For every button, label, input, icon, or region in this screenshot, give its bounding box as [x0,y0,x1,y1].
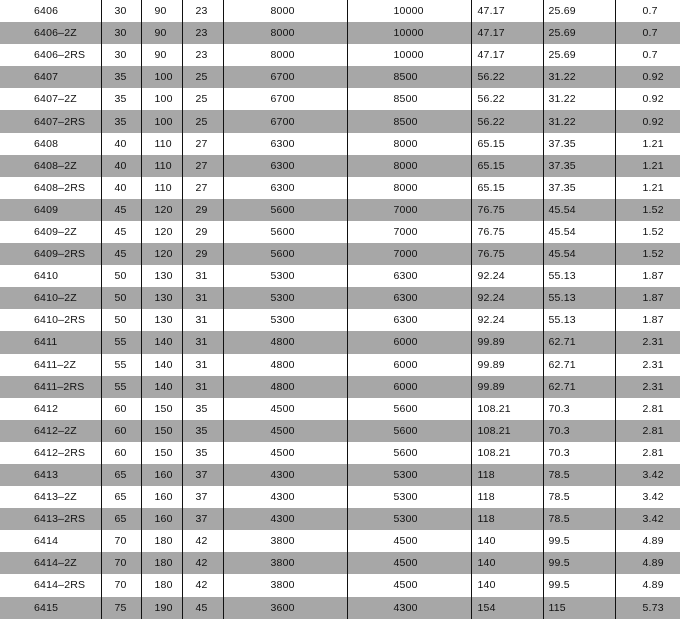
static-load-cell: 99.5 [543,530,615,552]
mass-cell: 4.89 [615,530,680,552]
width-cell: 37 [182,486,223,508]
static-load-cell: 37.35 [543,155,615,177]
dynamic-load-cell: 56.22 [471,110,543,132]
grease-speed-cell: 5600 [223,243,347,265]
bore-diameter-cell: 65 [101,486,141,508]
outer-diameter-cell: 130 [141,287,182,309]
bore-diameter-cell: 75 [101,597,141,619]
oil-speed-cell: 8000 [347,133,471,155]
table-row [0,66,680,88]
mass-cell: 3.42 [615,508,680,530]
width-cell: 37 [182,508,223,530]
width-cell: 25 [182,110,223,132]
oil-speed-cell: 6000 [347,331,471,353]
bore-diameter-cell: 60 [101,398,141,420]
table-row [0,486,680,508]
dynamic-load-cell: 118 [471,486,543,508]
static-load-cell: 55.13 [543,287,615,309]
static-load-cell: 78.5 [543,508,615,530]
grease-speed-cell: 6300 [223,155,347,177]
bearing-number-cell: 6415 [34,601,59,614]
outer-diameter-cell: 130 [141,265,182,287]
bearing-number-cell: 6409 [34,203,59,216]
oil-speed-cell: 10000 [347,22,471,44]
oil-speed-cell: 4500 [347,530,471,552]
oil-speed-cell: 8000 [347,155,471,177]
oil-speed-cell: 8500 [347,66,471,88]
table-row [0,287,680,309]
static-load-cell: 31.22 [543,88,615,110]
dynamic-load-cell: 99.89 [471,376,543,398]
outer-diameter-cell: 190 [141,597,182,619]
static-load-cell: 70.3 [543,420,615,442]
grease-speed-cell: 4500 [223,420,347,442]
width-cell: 29 [182,243,223,265]
outer-diameter-cell: 160 [141,508,182,530]
mass-cell: 1.21 [615,133,680,155]
oil-speed-cell: 6000 [347,376,471,398]
outer-diameter-cell: 130 [141,309,182,331]
table-row [0,309,680,331]
dynamic-load-cell: 76.75 [471,243,543,265]
grease-speed-cell: 4500 [223,398,347,420]
table-row [0,552,680,574]
oil-speed-cell: 4500 [347,552,471,574]
bearing-number-cell: 6408 [34,137,59,150]
table-row [0,155,680,177]
grease-speed-cell: 4800 [223,376,347,398]
bearing-number-cell: 6406–2Z [34,27,77,40]
bearing-number-cell: 6407–2RS [34,115,86,128]
mass-cell: 1.52 [615,243,680,265]
mass-cell: 3.42 [615,486,680,508]
mass-cell: 0.7 [615,0,680,22]
static-load-cell: 25.69 [543,0,615,22]
width-cell: 45 [182,597,223,619]
outer-diameter-cell: 90 [141,0,182,22]
grease-speed-cell: 4500 [223,442,347,464]
width-cell: 23 [182,0,223,22]
grease-speed-cell: 3800 [223,552,347,574]
static-load-cell: 37.35 [543,133,615,155]
bearing-number-cell: 6414 [34,535,59,548]
outer-diameter-cell: 120 [141,243,182,265]
bore-diameter-cell: 50 [101,265,141,287]
bearing-number-cell: 6410–2Z [34,292,77,305]
bearing-number-cell: 6410–2RS [34,314,86,327]
grease-speed-cell: 6700 [223,88,347,110]
width-cell: 35 [182,398,223,420]
width-cell: 29 [182,199,223,221]
table-row [0,265,680,287]
table-row [0,177,680,199]
outer-diameter-cell: 100 [141,88,182,110]
dynamic-load-cell: 154 [471,597,543,619]
static-load-cell: 55.13 [543,309,615,331]
oil-speed-cell: 4500 [347,574,471,596]
outer-diameter-cell: 140 [141,331,182,353]
table-row [0,574,680,596]
grease-speed-cell: 5600 [223,221,347,243]
dynamic-load-cell: 65.15 [471,177,543,199]
width-cell: 42 [182,552,223,574]
grease-speed-cell: 4300 [223,486,347,508]
dynamic-load-cell: 47.17 [471,0,543,22]
oil-speed-cell: 7000 [347,199,471,221]
mass-cell: 0.92 [615,110,680,132]
mass-cell: 0.92 [615,66,680,88]
dynamic-load-cell: 140 [471,552,543,574]
bore-diameter-cell: 40 [101,133,141,155]
bore-diameter-cell: 30 [101,0,141,22]
bearing-number-cell: 6413 [34,469,59,482]
bore-diameter-cell: 40 [101,177,141,199]
bore-diameter-cell: 45 [101,243,141,265]
static-load-cell: 70.3 [543,398,615,420]
oil-speed-cell: 6300 [347,265,471,287]
oil-speed-cell: 10000 [347,44,471,66]
bore-diameter-cell: 60 [101,420,141,442]
table-row [0,0,680,22]
mass-cell: 5.73 [615,597,680,619]
static-load-cell: 45.54 [543,243,615,265]
dynamic-load-cell: 140 [471,530,543,552]
grease-speed-cell: 3800 [223,530,347,552]
static-load-cell: 78.5 [543,464,615,486]
oil-speed-cell: 4300 [347,597,471,619]
bore-diameter-cell: 70 [101,552,141,574]
table-row [0,420,680,442]
bore-diameter-cell: 35 [101,66,141,88]
static-load-cell: 37.35 [543,177,615,199]
bore-diameter-cell: 55 [101,354,141,376]
bearing-number-cell: 6411–2Z [34,358,77,371]
width-cell: 35 [182,420,223,442]
oil-speed-cell: 6300 [347,287,471,309]
width-cell: 37 [182,464,223,486]
width-cell: 31 [182,309,223,331]
outer-diameter-cell: 150 [141,442,182,464]
outer-diameter-cell: 180 [141,552,182,574]
outer-diameter-cell: 160 [141,464,182,486]
bearing-number-cell: 6413–2RS [34,513,86,526]
dynamic-load-cell: 118 [471,464,543,486]
mass-cell: 1.87 [615,265,680,287]
grease-speed-cell: 8000 [223,44,347,66]
dynamic-load-cell: 108.21 [471,398,543,420]
bore-diameter-cell: 30 [101,44,141,66]
table-row [0,110,680,132]
static-load-cell: 62.71 [543,331,615,353]
oil-speed-cell: 6300 [347,309,471,331]
mass-cell: 2.81 [615,420,680,442]
grease-speed-cell: 6700 [223,110,347,132]
mass-cell: 1.21 [615,155,680,177]
outer-diameter-cell: 100 [141,66,182,88]
bore-diameter-cell: 70 [101,574,141,596]
table-row [0,398,680,420]
dynamic-load-cell: 47.17 [471,44,543,66]
outer-diameter-cell: 180 [141,574,182,596]
width-cell: 27 [182,155,223,177]
oil-speed-cell: 8500 [347,88,471,110]
grease-speed-cell: 6300 [223,133,347,155]
mass-cell: 0.7 [615,44,680,66]
dynamic-load-cell: 108.21 [471,442,543,464]
static-load-cell: 25.69 [543,44,615,66]
outer-diameter-cell: 120 [141,199,182,221]
static-load-cell: 70.3 [543,442,615,464]
bearing-number-cell: 6407 [34,71,59,84]
grease-speed-cell: 8000 [223,22,347,44]
bore-diameter-cell: 65 [101,508,141,530]
mass-cell: 1.87 [615,287,680,309]
oil-speed-cell: 5300 [347,464,471,486]
bore-diameter-cell: 35 [101,110,141,132]
oil-speed-cell: 7000 [347,221,471,243]
bore-diameter-cell: 60 [101,442,141,464]
bearing-number-cell: 6412–2Z [34,424,77,437]
static-load-cell: 31.22 [543,66,615,88]
table-row [0,597,680,619]
grease-speed-cell: 5300 [223,309,347,331]
grease-speed-cell: 4800 [223,331,347,353]
bearing-number-cell: 6408–2RS [34,181,86,194]
grease-speed-cell: 5300 [223,287,347,309]
mass-cell: 1.52 [615,199,680,221]
table-row [0,508,680,530]
mass-cell: 0.92 [615,88,680,110]
table-row [0,442,680,464]
bearing-number-cell: 6411–2RS [34,380,85,393]
grease-speed-cell: 3800 [223,574,347,596]
bearing-number-cell: 6408–2Z [34,159,77,172]
bore-diameter-cell: 50 [101,309,141,331]
width-cell: 29 [182,221,223,243]
outer-diameter-cell: 180 [141,530,182,552]
bearing-number-cell: 6414–2Z [34,557,77,570]
dynamic-load-cell: 118 [471,508,543,530]
bearing-number-cell: 6409–2Z [34,225,77,238]
width-cell: 27 [182,133,223,155]
static-load-cell: 62.71 [543,376,615,398]
oil-speed-cell: 5300 [347,486,471,508]
grease-speed-cell: 5600 [223,199,347,221]
outer-diameter-cell: 90 [141,44,182,66]
outer-diameter-cell: 110 [141,177,182,199]
table-row [0,331,680,353]
static-load-cell: 115 [543,597,615,619]
outer-diameter-cell: 100 [141,110,182,132]
bearing-number-cell: 6409–2RS [34,248,86,261]
static-load-cell: 45.54 [543,199,615,221]
table-row [0,44,680,66]
oil-speed-cell: 5600 [347,420,471,442]
oil-speed-cell: 10000 [347,0,471,22]
dynamic-load-cell: 99.89 [471,331,543,353]
width-cell: 42 [182,530,223,552]
table-row [0,199,680,221]
bearing-number-cell: 6406 [34,5,59,18]
width-cell: 31 [182,376,223,398]
bearing-number-cell: 6410 [34,270,59,283]
static-load-cell: 62.71 [543,354,615,376]
width-cell: 23 [182,44,223,66]
dynamic-load-cell: 56.22 [471,88,543,110]
bore-diameter-cell: 70 [101,530,141,552]
grease-speed-cell: 5300 [223,265,347,287]
outer-diameter-cell: 140 [141,376,182,398]
bearing-number-cell: 6411 [34,336,58,349]
dynamic-load-cell: 92.24 [471,287,543,309]
mass-cell: 4.89 [615,552,680,574]
table-row [0,88,680,110]
width-cell: 31 [182,265,223,287]
static-load-cell: 25.69 [543,22,615,44]
table-row [0,243,680,265]
dynamic-load-cell: 47.17 [471,22,543,44]
outer-diameter-cell: 110 [141,155,182,177]
table-row [0,22,680,44]
oil-speed-cell: 5300 [347,508,471,530]
width-cell: 42 [182,574,223,596]
bore-diameter-cell: 45 [101,221,141,243]
dynamic-load-cell: 76.75 [471,221,543,243]
outer-diameter-cell: 150 [141,420,182,442]
mass-cell: 2.31 [615,331,680,353]
width-cell: 27 [182,177,223,199]
grease-speed-cell: 4800 [223,354,347,376]
dynamic-load-cell: 99.89 [471,354,543,376]
mass-cell: 1.87 [615,309,680,331]
width-cell: 23 [182,22,223,44]
static-load-cell: 55.13 [543,265,615,287]
outer-diameter-cell: 140 [141,354,182,376]
bore-diameter-cell: 35 [101,88,141,110]
dynamic-load-cell: 56.22 [471,66,543,88]
mass-cell: 2.31 [615,376,680,398]
bore-diameter-cell: 30 [101,22,141,44]
oil-speed-cell: 5600 [347,398,471,420]
dynamic-load-cell: 65.15 [471,155,543,177]
mass-cell: 0.7 [615,22,680,44]
grease-speed-cell: 6300 [223,177,347,199]
grease-speed-cell: 3600 [223,597,347,619]
grease-speed-cell: 8000 [223,0,347,22]
bore-diameter-cell: 45 [101,199,141,221]
oil-speed-cell: 8000 [347,177,471,199]
mass-cell: 2.81 [615,442,680,464]
outer-diameter-cell: 110 [141,133,182,155]
bearing-number-cell: 6414–2RS [34,579,86,592]
dynamic-load-cell: 140 [471,574,543,596]
grease-speed-cell: 4300 [223,508,347,530]
bearing-number-cell: 6413–2Z [34,491,77,504]
bearing-number-cell: 6412–2RS [34,446,86,459]
width-cell: 31 [182,354,223,376]
static-load-cell: 99.5 [543,574,615,596]
width-cell: 31 [182,331,223,353]
bore-diameter-cell: 50 [101,287,141,309]
mass-cell: 2.31 [615,354,680,376]
mass-cell: 1.52 [615,221,680,243]
static-load-cell: 78.5 [543,486,615,508]
width-cell: 35 [182,442,223,464]
dynamic-load-cell: 65.15 [471,133,543,155]
table-row [0,530,680,552]
bearing-number-cell: 6407–2Z [34,93,77,106]
bore-diameter-cell: 55 [101,376,141,398]
outer-diameter-cell: 150 [141,398,182,420]
outer-diameter-cell: 90 [141,22,182,44]
mass-cell: 3.42 [615,464,680,486]
grease-speed-cell: 6700 [223,66,347,88]
table-row [0,464,680,486]
bore-diameter-cell: 40 [101,155,141,177]
bearing-number-cell: 6406–2RS [34,49,86,62]
bore-diameter-cell: 55 [101,331,141,353]
mass-cell: 4.89 [615,574,680,596]
dynamic-load-cell: 108.21 [471,420,543,442]
width-cell: 25 [182,66,223,88]
dynamic-load-cell: 92.24 [471,265,543,287]
oil-speed-cell: 6000 [347,354,471,376]
mass-cell: 1.21 [615,177,680,199]
table-row [0,133,680,155]
oil-speed-cell: 8500 [347,110,471,132]
dynamic-load-cell: 76.75 [471,199,543,221]
mass-cell: 2.81 [615,398,680,420]
dynamic-load-cell: 92.24 [471,309,543,331]
outer-diameter-cell: 120 [141,221,182,243]
static-load-cell: 31.22 [543,110,615,132]
static-load-cell: 45.54 [543,221,615,243]
bearing-number-cell: 6412 [34,402,59,415]
grease-speed-cell: 4300 [223,464,347,486]
oil-speed-cell: 7000 [347,243,471,265]
table-row [0,354,680,376]
outer-diameter-cell: 160 [141,486,182,508]
bore-diameter-cell: 65 [101,464,141,486]
static-load-cell: 99.5 [543,552,615,574]
oil-speed-cell: 5600 [347,442,471,464]
width-cell: 31 [182,287,223,309]
width-cell: 25 [182,88,223,110]
table-row [0,376,680,398]
table-row [0,221,680,243]
